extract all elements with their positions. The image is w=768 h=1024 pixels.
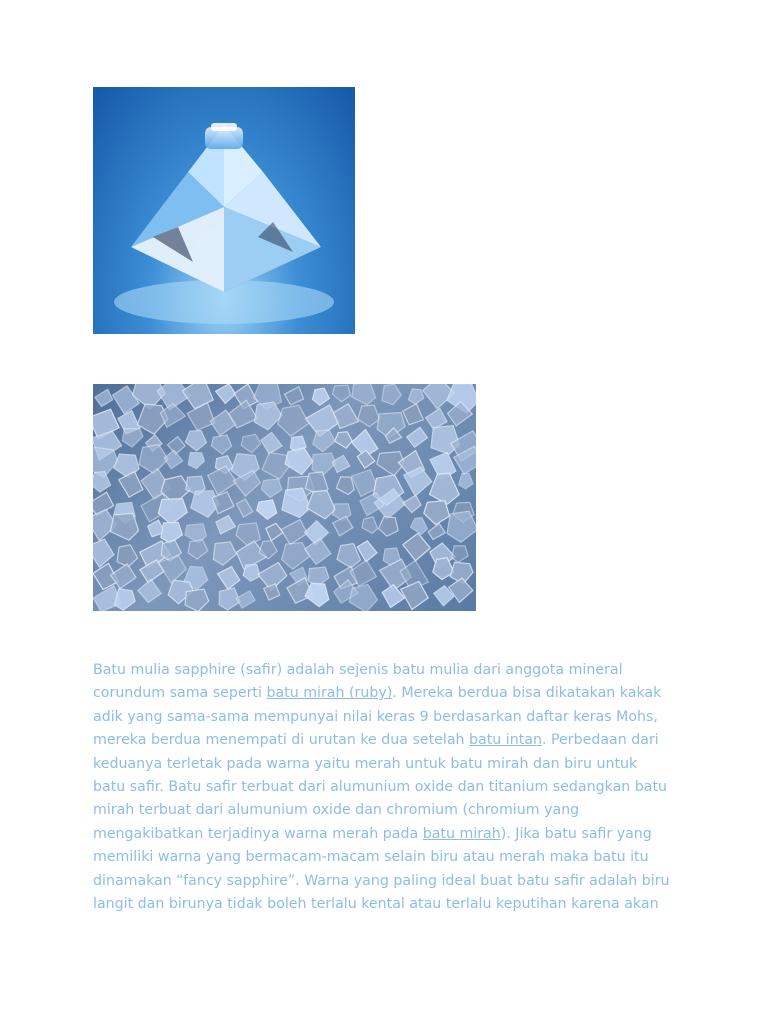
link-batu-mirah[interactable]: batu mirah [422, 825, 501, 842]
paragraph-text-2: . Mereka berdua bisa dikatakan kakak adik yang sama-sama mempunyai nilai keras 9 berdasarkan daftar keras Mohs, mereka berdua menempati di urutan ke dua setelah [93, 685, 662, 749]
link-batu-mirah-ruby[interactable]: batu mirah (ruby) [266, 685, 393, 702]
blue-crystal-pyramid-photo [93, 87, 355, 334]
sapphire-description-paragraph [93, 659, 673, 916]
blue-crystal-shards-photo [93, 384, 476, 611]
paragraph-text-3: . Perbedaan dari keduanya terletak pada warna yaitu merah untuk batu mirah dan biru untuk batu safir. Batu safir terbuat dari alumunium oxide dan titanium sedangkan batu mirah terbuat dari alumunium oxide dan chromium (chromium yang mengakibatkan terjadinya warna merah pada [93, 732, 668, 842]
paragraph-text-1: Batu mulia sapphire (safir) adalah sejenis batu mulia dari anggota mineral corundum sama seperti [93, 662, 623, 702]
link-batu-intan[interactable]: batu intan [469, 732, 542, 749]
paragraph-text-4: ). Jika batu safir yang memiliki warna yang bermacam-macam selain biru atau merah maka batu itu dinamakan “fancy sapphire”. Warna yang paling ideal buat batu safir adalah biru langit dan birunya tidak boleh terlalu kental atau terlalu keputihan karena akan [93, 825, 670, 913]
